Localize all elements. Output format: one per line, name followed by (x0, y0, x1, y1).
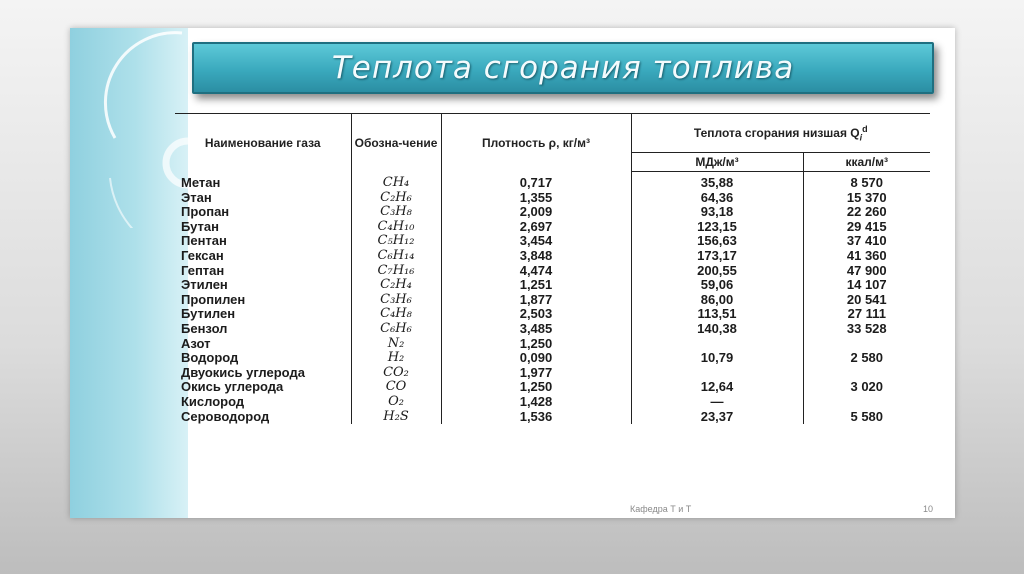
heat-mj-cell: 35,88 (631, 172, 803, 191)
formula-cell: CO₂ (351, 366, 441, 381)
density-cell: 1,428 (441, 395, 631, 410)
header-mj: МДж/м³ (631, 153, 803, 172)
gas-name-cell: Сероводород (181, 408, 270, 424)
heat-kcal-cell (803, 395, 930, 410)
heat-mj-cell: 123,15 (631, 220, 803, 235)
heat-kcal-cell: 20 541 (803, 293, 930, 308)
table-row (175, 395, 930, 410)
heat-mj-cell (631, 337, 803, 352)
heat-kcal-cell: 3 020 (803, 380, 930, 395)
header-heat: Теплота сгорания низшая $Q_i^d$ (631, 114, 930, 153)
table-row (175, 307, 930, 322)
density-cell: 3,454 (441, 234, 631, 249)
formula-cell: C₄H₁₀ (351, 220, 441, 235)
heat-kcal-cell: 15 370 (803, 191, 930, 206)
table-row (175, 220, 930, 235)
density-cell: 4,474 (441, 264, 631, 279)
table-row (175, 234, 930, 249)
gas-name-cell: Этан (181, 189, 212, 205)
heat-kcal-cell (803, 337, 930, 352)
formula-cell: H₂S (351, 410, 441, 425)
table-row (175, 293, 930, 308)
gas-name-cell: Бензол (181, 320, 228, 336)
title-banner (192, 42, 934, 94)
formula-cell: C₃H₆ (351, 293, 441, 308)
gas-name-cell: Бутилен (181, 306, 236, 322)
density-cell: 2,697 (441, 220, 631, 235)
formula-cell: CO (351, 380, 441, 395)
formula-cell: CH₄ (351, 172, 441, 191)
heat-kcal-cell: 5 580 (803, 410, 930, 425)
heat-mj-cell: — (631, 395, 803, 410)
heat-kcal-cell: 14 107 (803, 278, 930, 293)
density-cell: 1,977 (441, 366, 631, 381)
heat-kcal-cell: 41 360 (803, 249, 930, 264)
heat-mj-cell: 173,17 (631, 249, 803, 264)
table-row (175, 205, 930, 220)
gas-name-cell: Пентан (181, 233, 227, 249)
header-heat-sub: i (859, 132, 863, 143)
formula-cell: C₂H₆ (351, 191, 441, 206)
density-cell: 1,355 (441, 191, 631, 206)
slide-title: Теплота сгорания топлива (331, 50, 795, 86)
formula-cell: C₄H₈ (351, 307, 441, 322)
gas-name-cell: Этилен (181, 277, 228, 293)
gas-name-cell: Гептан (181, 262, 225, 278)
header-density: Плотность ρ, кг/м³ (441, 114, 631, 172)
table-row (175, 366, 930, 381)
gas-name-cell: Азот (181, 335, 211, 351)
formula-cell: O₂ (351, 395, 441, 410)
gas-name-cell: Метан (181, 174, 221, 190)
heat-mj-cell: 140,38 (631, 322, 803, 337)
footer-department: Кафедра Т и Т (630, 504, 692, 514)
heat-mj-cell: 64,36 (631, 191, 803, 206)
density-cell: 1,877 (441, 293, 631, 308)
heat-kcal-cell: 47 900 (803, 264, 930, 279)
header-kcal: ккал/м³ (803, 153, 930, 172)
heat-kcal-cell: 8 570 (803, 172, 930, 191)
table-row (175, 337, 930, 352)
formula-cell: H₂ (351, 351, 441, 366)
density-cell: 1,250 (441, 380, 631, 395)
formula-cell: N₂ (351, 337, 441, 352)
density-cell: 0,717 (441, 172, 631, 191)
heat-mj-cell: 12,64 (631, 380, 803, 395)
gas-name-cell: Окись углерода (181, 379, 284, 395)
formula-cell: C₃H₈ (351, 205, 441, 220)
gas-name-cell: Пропилен (181, 291, 246, 307)
heat-kcal-cell: 33 528 (803, 322, 930, 337)
gas-name-cell: Кислород (181, 393, 245, 409)
heat-mj-cell: 59,06 (631, 278, 803, 293)
gas-name-cell: Водород (181, 350, 239, 366)
formula-cell: C₇H₁₆ (351, 264, 441, 279)
heat-kcal-cell: 27 111 (803, 307, 930, 322)
table-body (175, 172, 930, 425)
formula-cell: C₆H₁₄ (351, 249, 441, 264)
heat-mj-cell: 23,37 (631, 410, 803, 425)
heat-mj-cell: 93,18 (631, 205, 803, 220)
density-cell: 1,250 (441, 337, 631, 352)
gas-name-cell: Гексан (181, 247, 224, 263)
heat-mj-cell (631, 366, 803, 381)
heat-of-combustion-table (175, 113, 930, 424)
formula-cell: C₂H₄ (351, 278, 441, 293)
gas-name-cell: Двуокись углерода (181, 364, 305, 380)
formula-cell: C₅H₁₂ (351, 234, 441, 249)
heat-kcal-cell: 29 415 (803, 220, 930, 235)
density-cell: 2,503 (441, 307, 631, 322)
header-name: Наименование газа (175, 114, 351, 172)
table-row (175, 278, 930, 293)
heat-kcal-cell (803, 366, 930, 381)
heat-mj-cell: 113,51 (631, 307, 803, 322)
table-row (175, 249, 930, 264)
formula-cell: C₆H₆ (351, 322, 441, 337)
heat-mj-cell: 156,63 (631, 234, 803, 249)
table-row (175, 191, 930, 206)
density-cell: 3,485 (441, 322, 631, 337)
density-cell: 3,848 (441, 249, 631, 264)
heat-mj-cell: 10,79 (631, 351, 803, 366)
table-row (175, 410, 930, 425)
header-symbol: Обозна-чение (351, 114, 441, 172)
header-heat-sup: d (862, 123, 868, 134)
table-row (175, 351, 930, 366)
density-cell: 1,536 (441, 410, 631, 425)
heat-mj-cell: 86,00 (631, 293, 803, 308)
heat-kcal-cell: 2 580 (803, 351, 930, 366)
heat-kcal-cell: 37 410 (803, 234, 930, 249)
footer-page-number: 10 (923, 504, 934, 514)
density-cell: 0,090 (441, 351, 631, 366)
heat-mj-cell: 200,55 (631, 264, 803, 279)
density-cell: 1,251 (441, 278, 631, 293)
table-row (175, 172, 930, 191)
table-row (175, 264, 930, 279)
gas-name-cell: Пропан (181, 204, 230, 220)
slide (70, 28, 955, 518)
table-row (175, 322, 930, 337)
table-row (175, 380, 930, 395)
density-cell: 2,009 (441, 205, 631, 220)
heat-table-container (175, 113, 930, 424)
heat-kcal-cell: 22 260 (803, 205, 930, 220)
gas-name-cell: Бутан (181, 218, 220, 234)
